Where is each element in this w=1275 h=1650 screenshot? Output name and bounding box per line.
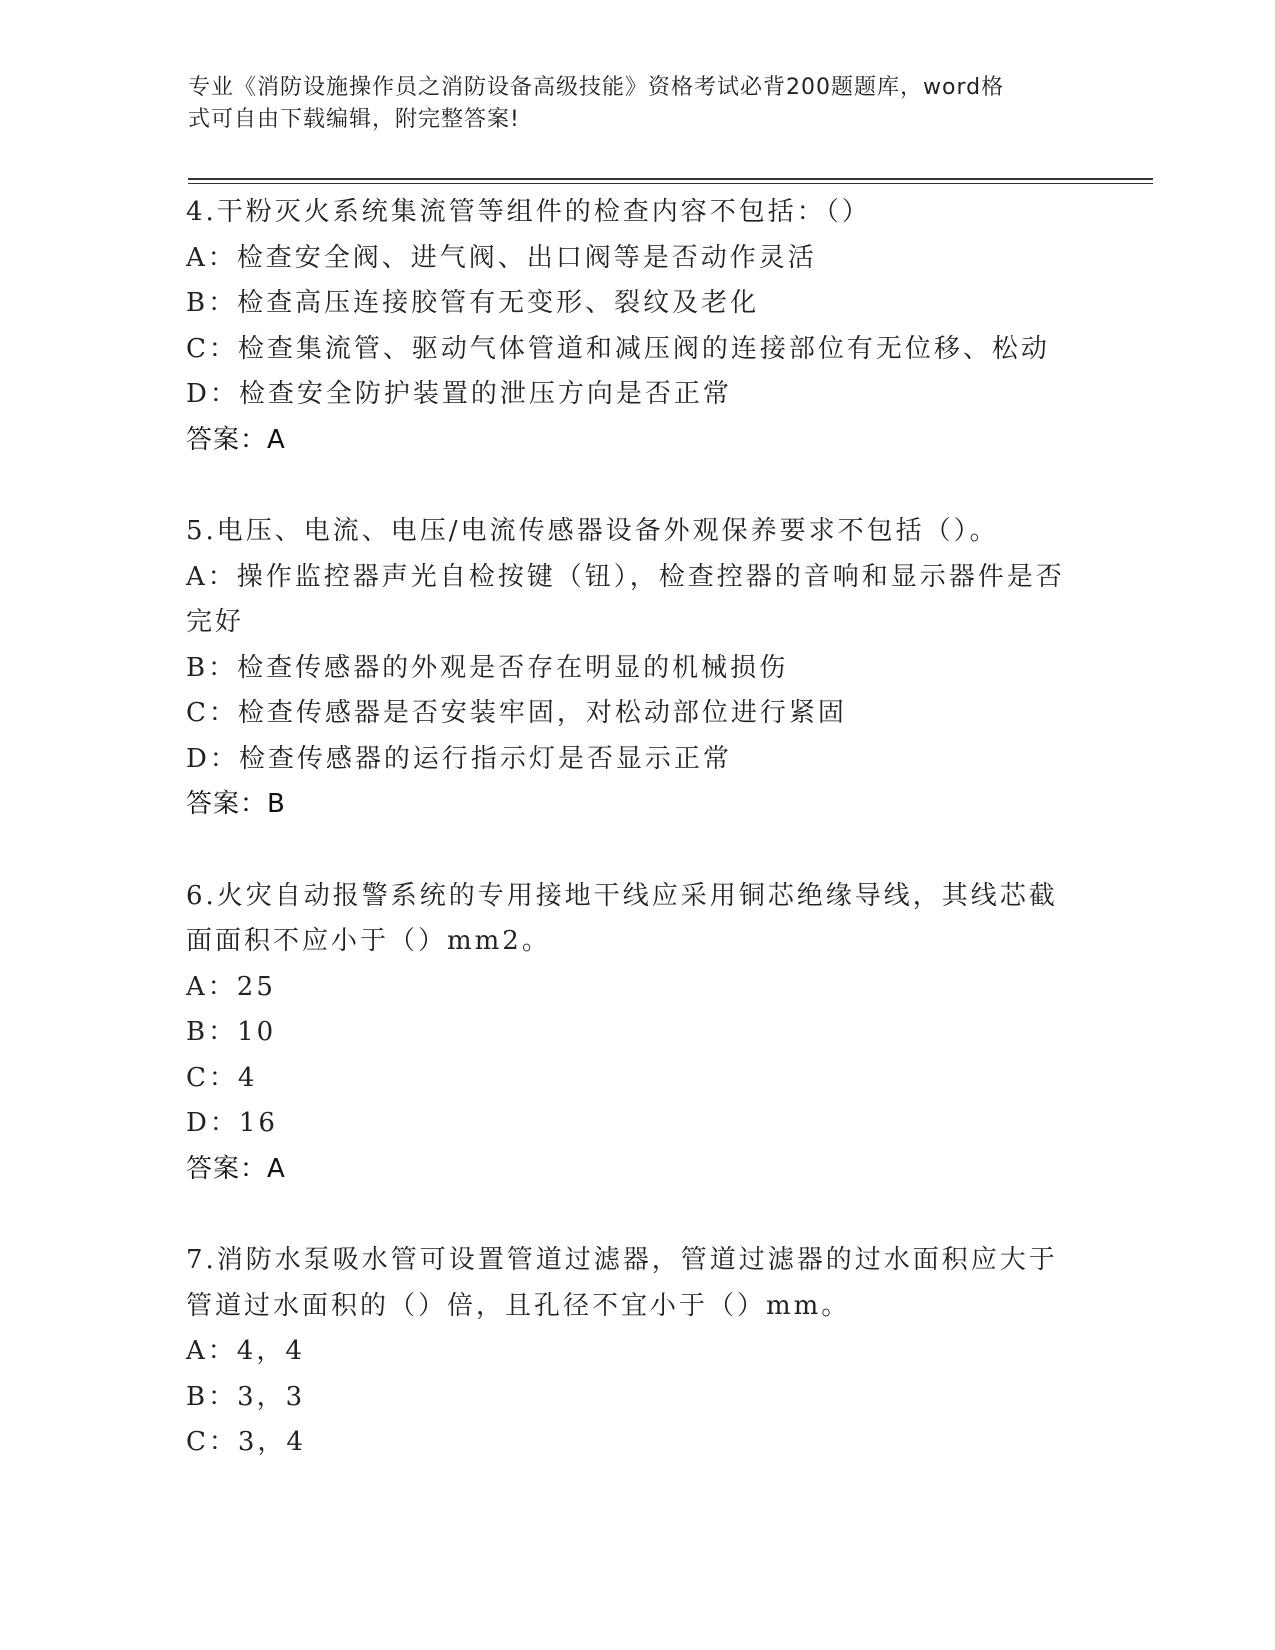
answer-key: 答案：A <box>186 1153 286 1184</box>
answer-option: A：检查安全阀、进气阀、出口阀等是否动作灵活 <box>186 242 817 273</box>
answer-key: 答案：A <box>186 424 286 455</box>
answer-option: A：4，4 <box>186 1336 305 1366</box>
answer-key: 答案：B <box>186 789 286 819</box>
answer-option: C：3，4 <box>186 1427 306 1457</box>
question-block <box>186 874 1086 1193</box>
answer-option: B：检查高压连接胶管有无变形、裂纹及老化 <box>186 288 760 318</box>
answer-option: B：3，3 <box>186 1381 306 1412</box>
answer-option: A：25 <box>186 971 276 1002</box>
question-block <box>186 509 1086 828</box>
answer-option: 完好 <box>186 607 245 637</box>
question-stem: 6.火灾自动报警系统的专用接地干线应采用铜芯绝缘导线，其线芯截 <box>186 880 1058 911</box>
question-stem: 7.消防水泵吸水管可设置管道过滤器，管道过滤器的过水面积应大于 <box>186 1245 1058 1275</box>
answer-option: C：检查集流管、驱动气体管道和减压阀的连接部位有无位移、松动 <box>186 333 1050 364</box>
question-stem: 面面积不应小于（）mm2。 <box>186 926 551 956</box>
question-list <box>186 190 1086 1512</box>
header-title-line-2: 式可自由下载编辑，附完整答案! <box>188 107 520 132</box>
answer-option: B：检查传感器的外观是否存在明显的机械损伤 <box>186 652 789 683</box>
answer-option: C：检查传感器是否安装牢固，对松动部位进行紧固 <box>186 698 847 728</box>
answer-option: D：检查传感器的运行指示灯是否显示正常 <box>186 743 732 774</box>
header-divider-thick <box>188 178 1153 180</box>
header-divider-thin <box>188 183 1153 184</box>
answer-option: C：4 <box>186 1062 258 1093</box>
header-title-line-1: 专业《消防设施操作员之消防设备高级技能》资格考试必背200题题库，word格 <box>188 75 1005 100</box>
question-block <box>186 190 1086 463</box>
question-stem: 4.干粉灭火系统集流管等组件的检查内容不包括：（） <box>186 197 871 227</box>
question-block <box>186 1238 1086 1466</box>
question-stem: 5.电压、电流、电压/电流传感器设备外观保养要求不包括（）。 <box>186 516 999 546</box>
answer-option: D：16 <box>186 1108 278 1138</box>
question-stem: 管道过水面积的（）倍，且孔径不宜小于（）mm。 <box>186 1290 851 1321</box>
answer-option: A：操作监控器声光自检按键（钮），检查控器的音响和显示器件是否 <box>186 561 1065 592</box>
answer-option: B：10 <box>186 1017 277 1047</box>
answer-option: D：检查安全防护装置的泄压方向是否正常 <box>186 379 732 409</box>
document-header <box>188 72 1068 136</box>
